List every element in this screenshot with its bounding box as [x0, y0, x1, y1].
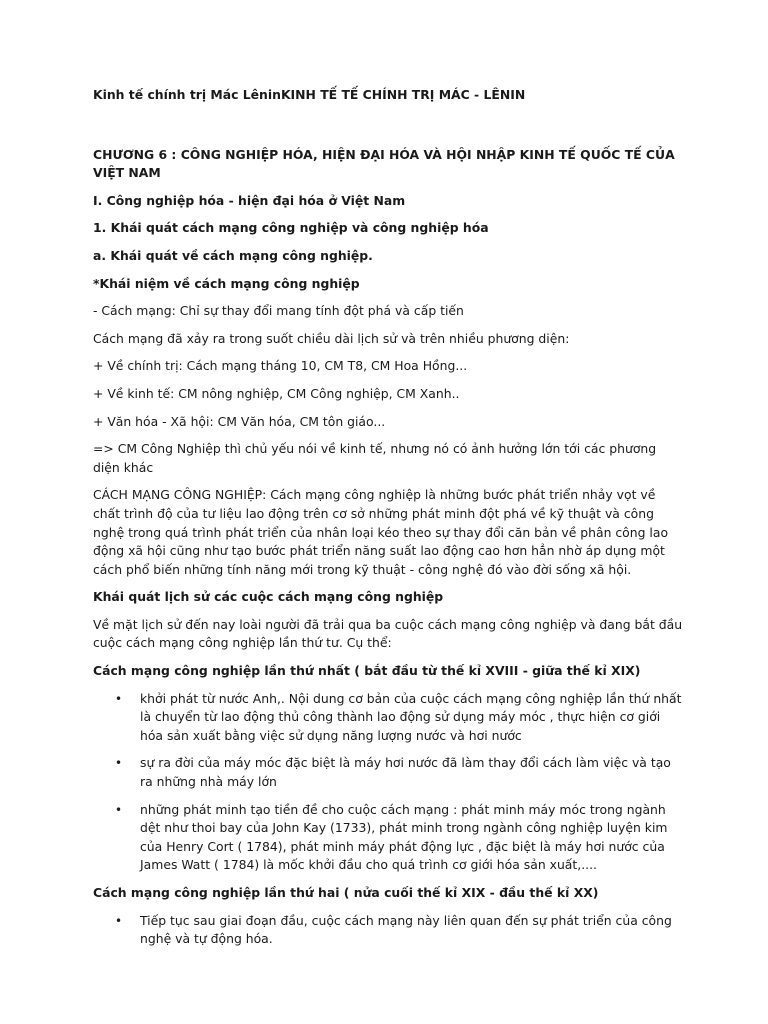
- subsection-heading: 1. Khái quát cách mạng công nghiệp và công nghiệp hóa: [93, 220, 489, 236]
- definition-paragraph: CÁCH MẠNG CÔNG NGHIỆP: Cách mạng công nghiệp là những bước phát triển nhảy vọt về chất trình độ của tư liệu lao động trên cơ sở những phát minh đột phá về kỹ thuật và công nghệ trong quá trình phát triển của nhân loại kéo theo sự thay đổi căn bản về phân công lao động xã hội cũng như tạo bước phát triển năng suất lao động cao hơn hẳn nhờ áp dụng một cách phổ biến những tính năng mới trong kỹ thuật - công nghệ đó vào đời sống xã hội.: [93, 487, 669, 577]
- concept-heading: *Khái niệm về cách mạng công nghiệp: [93, 275, 360, 291]
- history-heading: Khái quát lịch sử các cuộc cách mạng công nghiệp: [93, 589, 444, 605]
- revolution-1-list: [93, 690, 683, 875]
- paragraph: Về mặt lịch sử đến nay loài người đã trải qua ba cuộc cách mạng công nghiệp và đang bắt đầu cuộc cách mạng công nghiệp lần thứ tư. Cụ thể:: [93, 616, 683, 651]
- paragraph: - Cách mạng: Chỉ sự thay đổi mang tính đột phá và cấp tiến: [93, 303, 464, 319]
- paragraph: + Văn hóa - Xã hội: CM Văn hóa, CM tôn giáo...: [93, 413, 386, 429]
- list-item: [93, 754, 683, 791]
- document-page: [93, 86, 683, 958]
- bullet-icon: •: [115, 802, 123, 817]
- paragraph: + Về kinh tế: CM nông nghiệp, CM Công nghiệp, CM Xanh..: [93, 385, 460, 401]
- list-item: [93, 690, 683, 746]
- paragraph: Cách mạng đã xảy ra trong suốt chiều dài lịch sử và trên nhiều phương diện:: [93, 330, 570, 346]
- chapter-heading: CHƯƠNG 6 : CÔNG NGHIỆP HÓA, HIỆN ĐẠI HÓA VÀ HỘI NHẬP KINH TẾ QUỐC TẾ CỦA VIỆT NAM: [93, 146, 675, 181]
- document-title: Kinh tế chính trị Mác LêninKINH TẾ TẾ CHÍNH TRỊ MÁC - LÊNIN: [93, 87, 526, 102]
- paragraph: => CM Công Nghiệp thì chủ yếu nói về kinh tế, nhưng nó có ảnh hưởng lớn tới các phương diện khác: [93, 441, 657, 475]
- revolution-2-heading: Cách mạng công nghiệp lần thứ hai ( nửa cuối thế kỉ XIX - đầu thế kỉ XX): [93, 885, 599, 900]
- list-item-text: những phát minh tạo tiền đề cho cuộc cách mạng : phát minh máy móc trong ngành dệt như thoi bay của John Kay (1733), phát minh trong ngành công nghiệp luyện kim của Henry Cort ( 1784), phát minh máy phát động lực , đặc biệt là máy hơi nước của James Watt ( 1784) là mốc khởi đầu cho quá trình cơ giới hóa sản xuất,....: [140, 801, 668, 873]
- bullet-icon: •: [115, 913, 123, 928]
- bullet-icon: •: [115, 691, 123, 706]
- revolution-2-list: [93, 912, 683, 949]
- section-heading: I. Công nghiệp hóa - hiện đại hóa ở Việt Nam: [93, 192, 406, 208]
- bullet-icon: •: [115, 756, 123, 771]
- list-item: [93, 912, 683, 949]
- list-item-text: sự ra đời của máy móc đặc biệt là máy hơi nước đã làm thay đổi cách làm việc và tạo ra những nhà máy lớn: [140, 755, 671, 790]
- list-item-text: khởi phát từ nước Anh,. Nội dung cơ bản của cuộc cách mạng công nghiệp lần thứ nhất là chuyển từ lao động thủ công thành lao động sử dụng máy móc , thực hiện cơ giới hóa sản xuất bằng việc sử dụng năng lượng nước và hơi nước: [140, 690, 682, 743]
- list-item: [93, 801, 683, 875]
- subsubsection-heading: a. Khái quát về cách mạng công nghiệp.: [93, 247, 373, 263]
- paragraph: + Về chính trị: Cách mạng tháng 10, CM T8, CM Hoa Hồng...: [93, 358, 468, 374]
- list-item-text: Tiếp tục sau giai đoạn đầu, cuộc cách mạng này liên quan đến sự phát triển của công nghệ và tự động hóa.: [140, 912, 672, 947]
- revolution-1-heading: Cách mạng công nghiệp lần thứ nhất ( bắt đầu từ thế kỉ XVIII - giữa thế kỉ XIX): [93, 663, 641, 679]
